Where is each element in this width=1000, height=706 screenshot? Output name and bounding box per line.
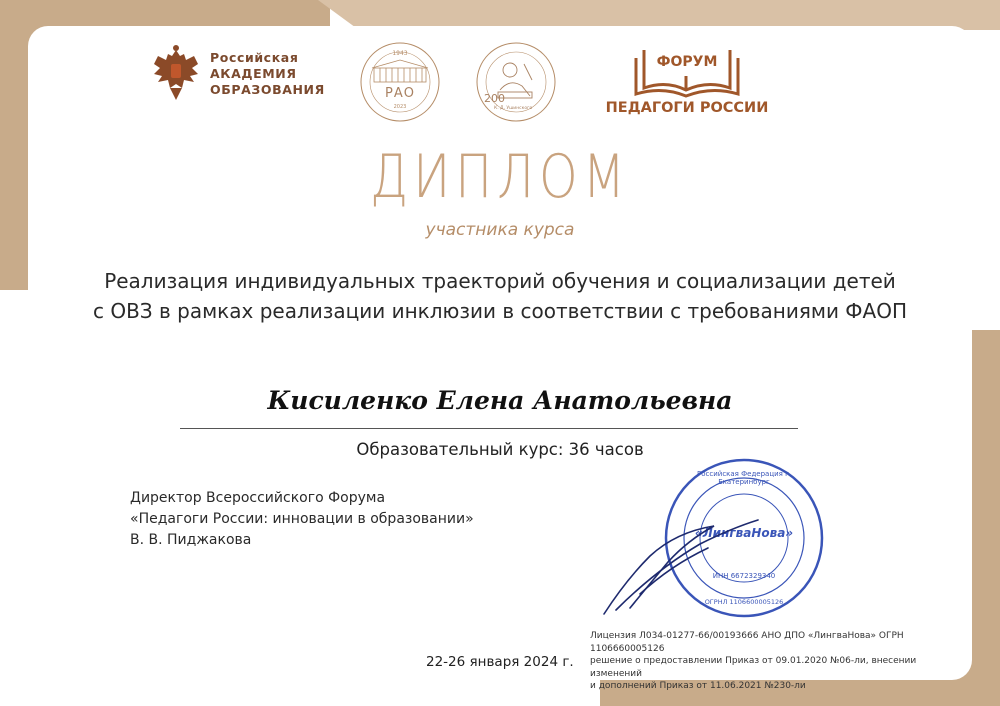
course-dates: 22-26 января 2024 г. [426,654,574,670]
eagle-emblem-icon [150,44,202,106]
book-icon [596,44,778,100]
seal2-caption: К. Д. Ушинского [494,106,533,111]
diploma-title: ДИПЛОМ [369,142,631,212]
seal-ushinsky [468,40,564,124]
logo-rao [150,44,330,106]
director-title: Директор Всероссийского Форума [130,490,386,506]
seal-rao-anniversary [352,40,448,124]
rao-line1: Российская [210,50,299,65]
name-underline [180,428,798,429]
stamp-ogrn: ОГРНЛ 1106600005126 [704,598,784,606]
course-hours: Образовательный курс: 36 часов [356,440,644,459]
license-block [590,630,970,693]
stamp-center: «ЛингваНова» [694,526,794,540]
seal1-year-bottom: 2023 [393,104,407,110]
license-line1: Лицензия Л034-01277-66/00193666 АНО ДПО «ЛингваНова» ОГРН 1106660005126 [590,631,904,654]
rao-line2: АКАДЕМИЯ [210,66,297,81]
seal1-abbr: РАО [385,86,415,101]
director-block [130,488,550,551]
diploma-subtitle: участника курса [425,220,575,240]
director-forum: «Педагоги России: инновации в образовании» [130,511,474,527]
forum-bottom-label: ПЕДАГОГИ РОССИИ [605,100,769,116]
stamp-ring-text: Российская Федерация г. Екатеринбург [697,470,791,486]
recipient-name: Кисиленко Елена Анатольевна [267,386,733,415]
director-name: В. В. Пиджакова [130,532,252,548]
rao-line3: ОБРАЗОВАНИЯ [210,82,325,97]
course-title-line2: с ОВЗ в рамках реализации инклюзии в соответствии с требованиями ФАОП [92,299,907,323]
logo-forum [596,44,778,120]
signature-image [596,510,766,620]
seal1-year: 1943 [392,50,408,57]
seal2-number: 200 [484,92,505,105]
course-title-line1: Реализация индивидуальных траекторий обучения и социализации детей [104,269,896,293]
forum-top-label: ФОРУМ [656,54,718,70]
license-line3: и дополнений Приказ от 11.06.2021 №230-ли [590,681,806,691]
stamp-inn: ИНН 6672329340 [712,572,776,580]
license-line2: решение о предоставлении Приказ от 09.01.2020 №06-ли, внесении изменений [590,656,917,679]
diploma-card [28,26,972,680]
